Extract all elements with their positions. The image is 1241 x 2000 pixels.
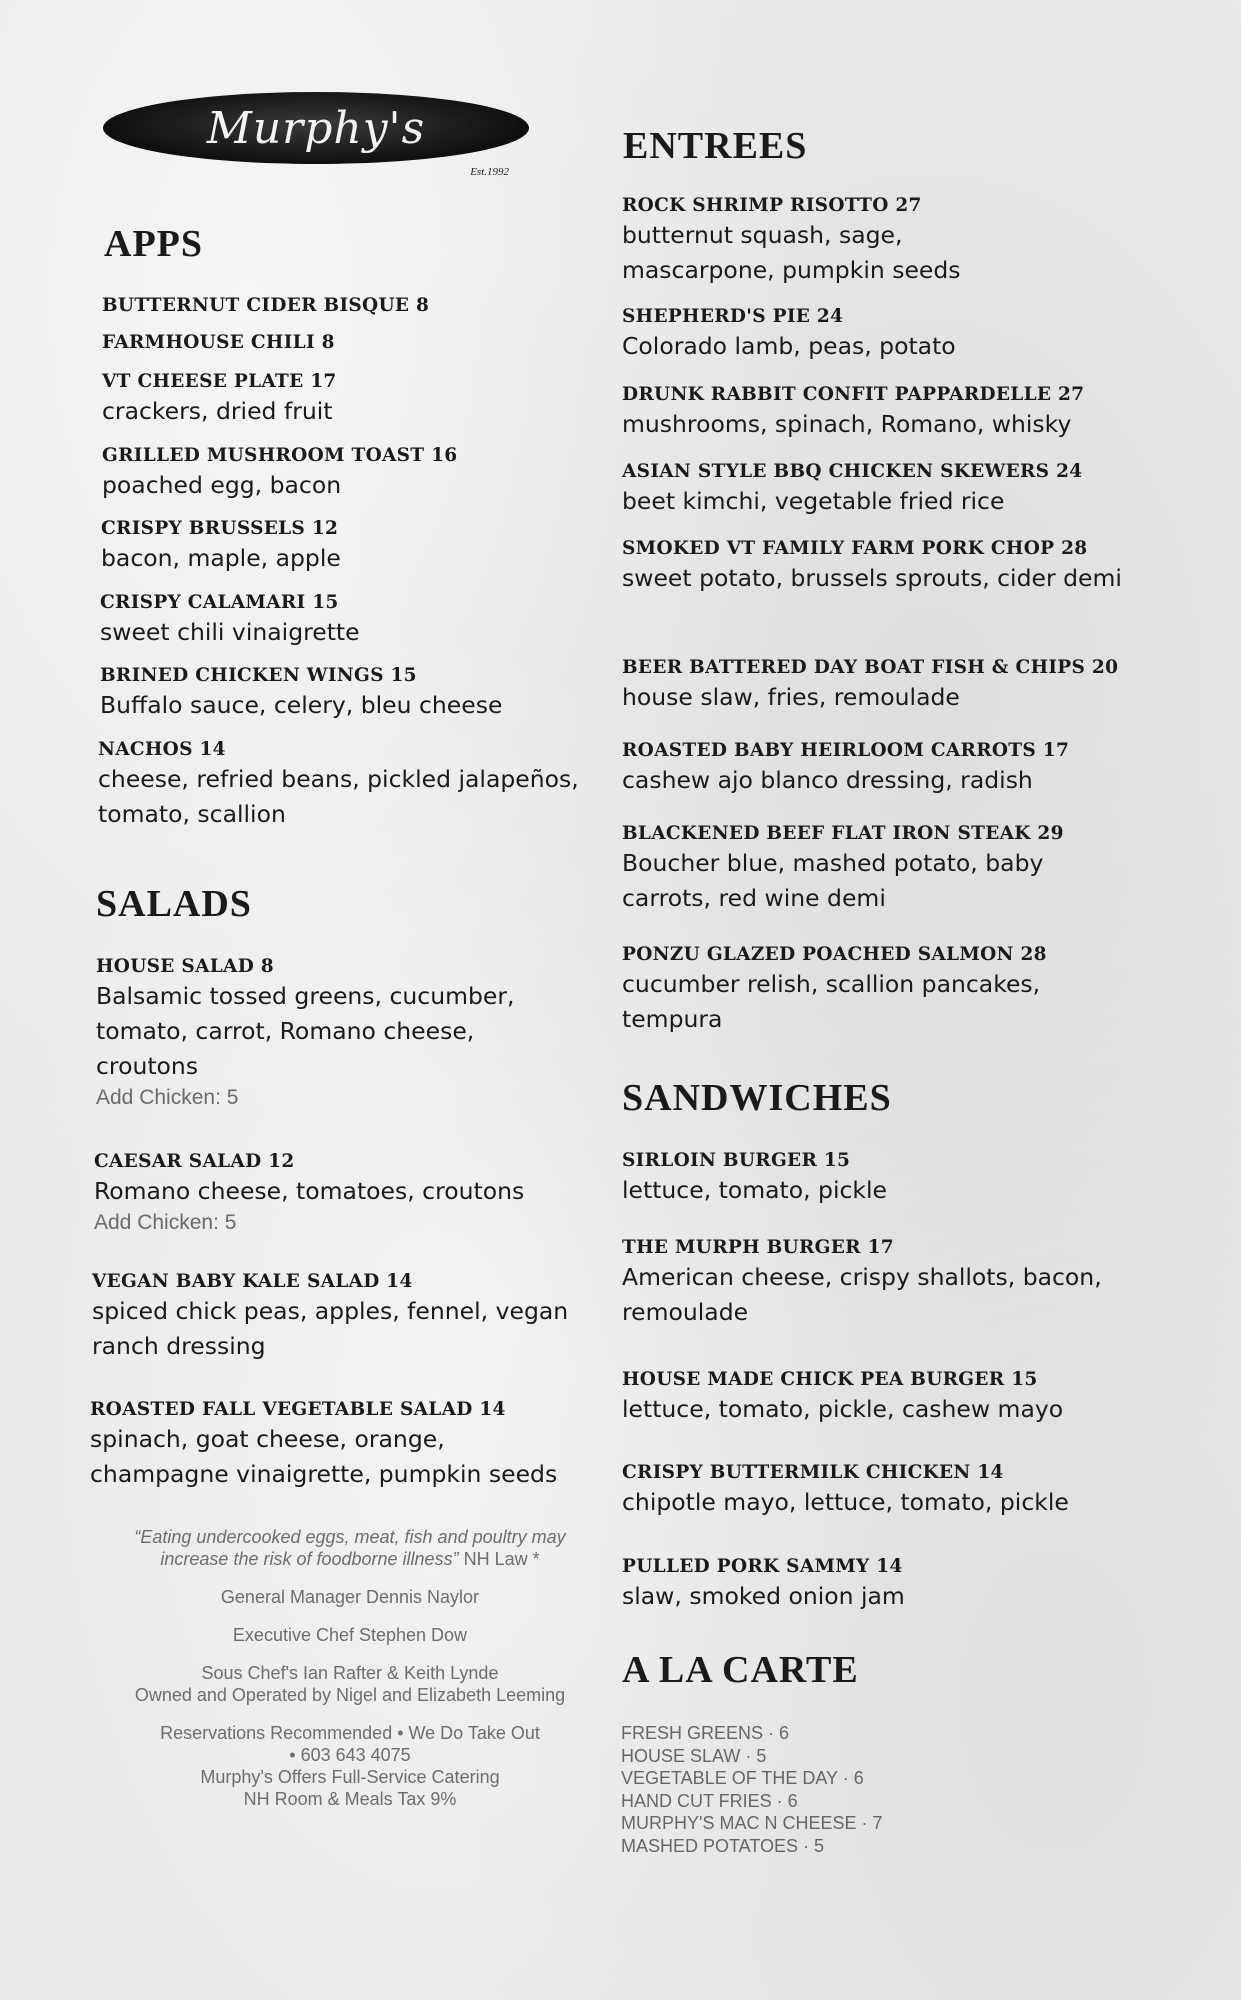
item-name: CRISPY BRUSSELS 12 <box>101 518 339 539</box>
sandwiches-heading: SANDWICHES <box>622 1077 892 1119</box>
item-name: NACHOS 14 <box>98 739 226 760</box>
menu-item <box>622 739 1182 798</box>
menu-item <box>622 537 1122 596</box>
item-description: sweet chili vinaigrette <box>100 618 360 646</box>
menu-item <box>622 1236 1112 1330</box>
menu-item <box>622 1555 1182 1614</box>
alacarte-item: MASHED POTATOES · 5 <box>621 1835 825 1856</box>
item-name: THE MURPH BURGER 17 <box>622 1237 894 1258</box>
alacarte-item: HAND CUT FRIES · 6 <box>621 1790 798 1811</box>
menu-item <box>622 194 1002 288</box>
item-name: HOUSE MADE CHICK PEA BURGER 15 <box>622 1369 1038 1390</box>
item-name: HOUSE SALAD 8 <box>96 956 274 977</box>
item-addon: Add Chicken: 5 <box>96 1086 239 1109</box>
established-label: Est.1992 <box>470 166 509 178</box>
menu-item <box>100 591 600 650</box>
item-name: SIRLOIN BURGER 15 <box>622 1150 851 1171</box>
item-name: ROASTED BABY HEIRLOOM CARROTS 17 <box>622 740 1070 761</box>
item-name: CRISPY CALAMARI 15 <box>100 592 339 613</box>
item-description: butternut squash, sage, mascarpone, pumpkin seeds <box>622 221 961 284</box>
item-addon: Add Chicken: 5 <box>94 1211 237 1234</box>
item-description: Romano cheese, tomatoes, croutons <box>94 1177 525 1205</box>
item-description: house slaw, fries, remoulade <box>622 683 960 711</box>
menu-item <box>622 1149 1182 1208</box>
item-description: Balsamic tossed greens, cucumber, tomato, carrot, Romano cheese, croutons <box>96 982 515 1080</box>
item-name: CRISPY BUTTERMILK CHICKEN 14 <box>622 1462 1004 1483</box>
menu-item <box>100 664 600 723</box>
item-description: poached egg, bacon <box>102 471 342 499</box>
item-name: GRILLED MUSHROOM TOAST 16 <box>102 445 458 466</box>
menu-item <box>96 955 546 1112</box>
item-description: spinach, goat cheese, orange, champagne vinaigrette, pumpkin seeds <box>90 1425 558 1488</box>
item-name: ASIAN STYLE BBQ CHICKEN SKEWERS 24 <box>622 461 1083 482</box>
alacarte-item: FRESH GREENS · 6 <box>621 1723 790 1743</box>
general-manager: General Manager Dennis Naylor <box>220 1587 480 1607</box>
menu-item <box>94 1150 594 1237</box>
sous-chefs: Sous Chef's Ian Rafter & Keith Lynde <box>201 1663 499 1683</box>
reservations-info: Reservations Recommended • We Do Take Out • 603 643 4075 <box>160 1723 540 1765</box>
item-name: ROCK SHRIMP RISOTTO 27 <box>622 195 922 216</box>
owners: Owned and Operated by Nigel and Elizabeth Leeming <box>134 1685 566 1705</box>
item-name: SHEPHERD'S PIE 24 <box>622 306 844 327</box>
alacarte-item: MURPHY'S MAC N CHEESE · 7 <box>621 1813 883 1833</box>
menu-item <box>622 460 1182 519</box>
item-name: BUTTERNUT CIDER BISQUE 8 <box>102 295 430 316</box>
menu-item <box>622 1368 1182 1427</box>
item-description: slaw, smoked onion jam <box>622 1582 905 1610</box>
item-description: sweet potato, brussels sprouts, cider demi <box>622 564 1122 592</box>
item-name: VT CHEESE PLATE 17 <box>102 371 337 392</box>
menu-item <box>622 305 1182 364</box>
item-description: Colorado lamb, peas, potato <box>622 332 956 360</box>
item-name: BLACKENED BEEF FLAT IRON STEAK 29 <box>622 823 1064 844</box>
restaurant-logo <box>103 92 533 178</box>
item-name: PONZU GLAZED POACHED SALMON 28 <box>622 944 1047 965</box>
tax-info: NH Room & Meals Tax 9% <box>243 1789 457 1809</box>
menu-item <box>98 738 598 832</box>
item-description: cheese, refried beans, pickled jalapeños, tomato, scallion <box>98 765 579 828</box>
item-name: SMOKED VT FAMILY FARM PORK CHOP 28 <box>622 538 1088 559</box>
item-name: VEGAN BABY KALE SALAD 14 <box>92 1271 413 1292</box>
entrees-heading: ENTREES <box>623 125 808 167</box>
alacarte-item: VEGETABLE OF THE DAY · 6 <box>621 1768 864 1788</box>
item-name: DRUNK RABBIT CONFIT PAPPARDELLE 27 <box>622 384 1085 405</box>
item-name: BRINED CHICKEN WINGS 15 <box>100 665 417 686</box>
menu-item <box>102 331 602 355</box>
item-description: lettuce, tomato, pickle, cashew mayo <box>622 1395 1064 1423</box>
menu-item <box>101 517 601 576</box>
health-disclaimer: “Eating undercooked eggs, meat, fish and poultry may increase the risk of foodborne illness” NH Law * <box>134 1527 566 1569</box>
item-description: mushrooms, spinach, Romano, whisky <box>622 410 1072 438</box>
item-name: PULLED PORK SAMMY 14 <box>622 1556 903 1577</box>
item-description: cucumber relish, scallion pancakes, tempura <box>622 970 1041 1033</box>
menu-item <box>90 1398 580 1492</box>
item-description: crackers, dried fruit <box>102 397 333 425</box>
item-description: Buffalo sauce, celery, bleu cheese <box>100 691 503 719</box>
item-description: bacon, maple, apple <box>101 544 341 572</box>
item-description: spiced chick peas, apples, fennel, vegan ranch dressing <box>92 1297 569 1360</box>
item-description: American cheese, crispy shallots, bacon, remoulade <box>622 1263 1102 1326</box>
item-description: lettuce, tomato, pickle <box>622 1176 888 1204</box>
catering-info: Murphy's Offers Full-Service Catering <box>200 1767 500 1787</box>
menu-item <box>622 943 1062 1037</box>
alacarte-heading: A LA CARTE <box>622 1649 859 1691</box>
footer-notes <box>100 1526 600 1810</box>
alacarte-item: HOUSE SLAW · 5 <box>621 1745 767 1766</box>
item-description: chipotle mayo, lettuce, tomato, pickle <box>622 1488 1069 1516</box>
menu-item <box>622 383 1182 442</box>
apps-heading: APPS <box>104 223 203 265</box>
item-name: FARMHOUSE CHILI 8 <box>102 332 335 353</box>
item-name: ROASTED FALL VEGETABLE SALAD 14 <box>90 1399 506 1420</box>
item-name: BEER BATTERED DAY BOAT FISH & CHIPS 20 <box>622 657 1119 678</box>
executive-chef: Executive Chef Stephen Dow <box>232 1625 468 1645</box>
item-description: cashew ajo blanco dressing, radish <box>622 766 1033 794</box>
menu-item <box>622 656 1182 715</box>
menu-item <box>622 1461 1182 1520</box>
logo-text: Murphy's <box>206 102 426 154</box>
logo-oval <box>103 92 529 164</box>
menu-item <box>622 822 1062 916</box>
item-name: CAESAR SALAD 12 <box>94 1151 295 1172</box>
item-description: Boucher blue, mashed potato, baby carrots, red wine demi <box>622 849 1044 912</box>
menu-item <box>92 1270 572 1364</box>
menu-item <box>102 370 602 429</box>
menu-item <box>102 444 602 503</box>
item-description: beet kimchi, vegetable fried rice <box>622 487 1005 515</box>
menu-item <box>102 294 602 318</box>
alacarte-list <box>621 1722 882 1857</box>
salads-heading: SALADS <box>96 883 252 925</box>
